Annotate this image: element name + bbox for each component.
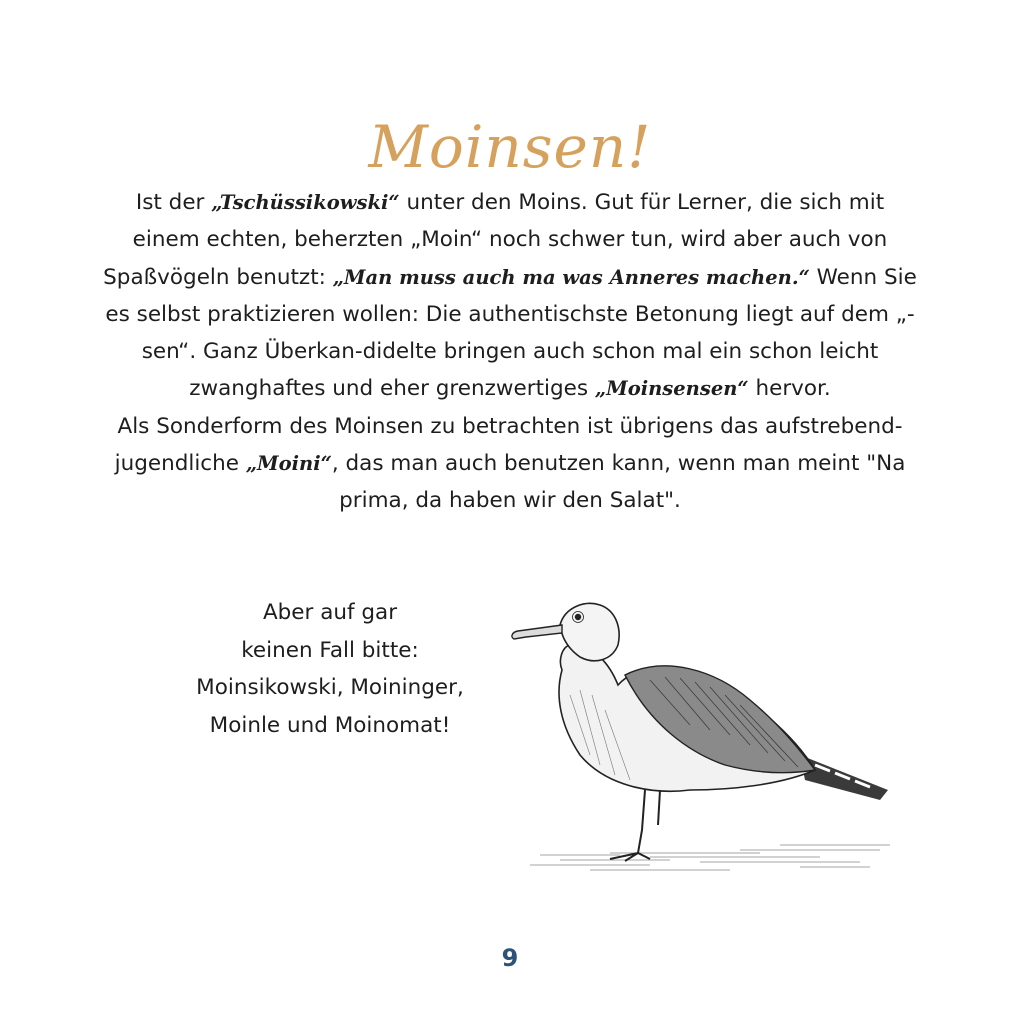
- text-run: unter den Moins. Gut für Lerner, die sich mit einem echten, beherzten „Moin“ noch schwer tun, wird aber auch von Spaßvögeln benutzt:: [103, 190, 888, 290]
- paragraph-2: [100, 408, 920, 520]
- eye-icon: [575, 614, 581, 620]
- text-run: hervor.: [748, 376, 831, 402]
- warning-line: keinen Fall bitte:: [241, 637, 419, 663]
- tail: [800, 755, 888, 800]
- page-title: Moinsen!: [368, 113, 652, 181]
- gull-beak: [512, 625, 562, 639]
- body-text: [100, 184, 920, 520]
- page-number: 9: [501, 944, 519, 972]
- warning-line: Moinsikowski, Moininger,: [196, 675, 464, 700]
- ground-shadow: [530, 845, 890, 870]
- paragraph-1: [100, 184, 920, 408]
- warning-line: Moinle und Moinomat!: [209, 712, 451, 738]
- text-run: Ist der: [135, 190, 212, 215]
- italic-quote-moini: „Moini“: [245, 452, 332, 476]
- warning-note: [160, 594, 500, 744]
- italic-quote-anneres: „Man muss auch ma was Anneres machen.“: [332, 265, 810, 289]
- italic-quote-tschuessikowski: „Tschüssikowski“: [211, 191, 400, 214]
- gull-legs: [610, 790, 660, 861]
- text-run: Wenn Sie es selbst praktizieren wollen: Die authentischste Betonung liegt auf dem „-sen“. Ganz Überkan-didelte bringen auch schon mal ein schon leicht zwanghaftes und eher grenzwertiges: [105, 264, 917, 402]
- text-run: , das man auch benutzen kann, wenn man meint "Na prima, da haben wir den Salat".: [331, 451, 906, 514]
- italic-quote-moinsensen: „Moinsensen“: [594, 377, 749, 401]
- seagull-illustration: [500, 585, 900, 885]
- warning-line: Aber auf gar: [262, 600, 398, 625]
- text-run: Als Sonderform des Moinsen zu betrachten ist übrigens das aufstrebend-jugendliche: [114, 413, 903, 477]
